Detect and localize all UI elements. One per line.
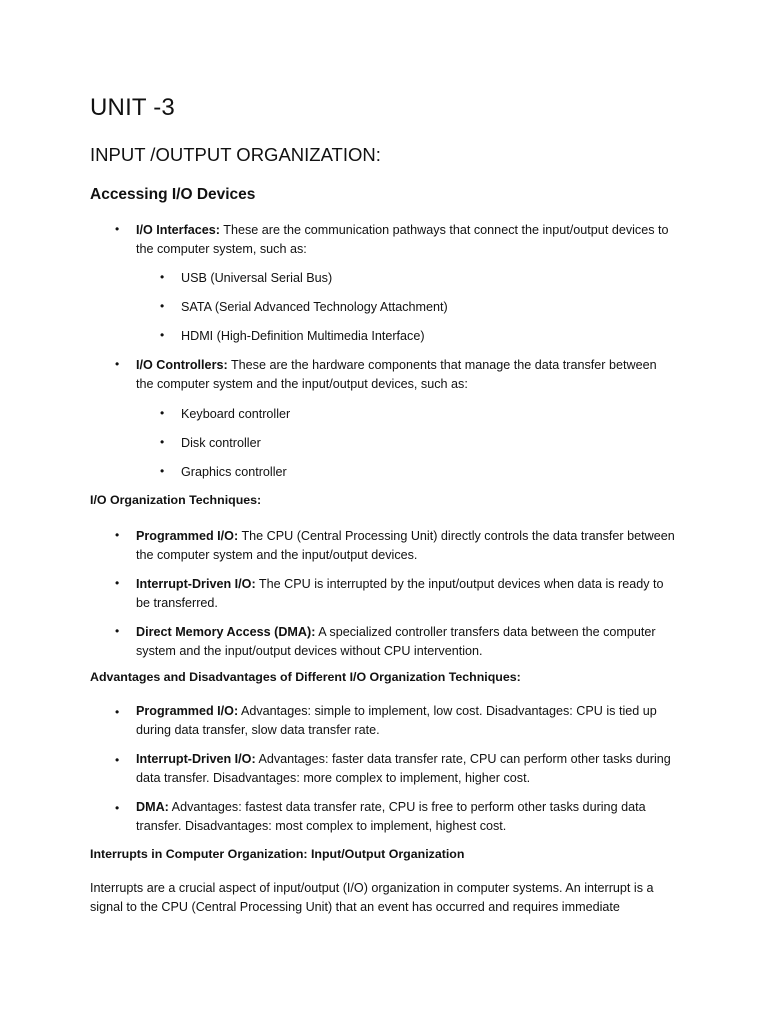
bullet-icon: • [160, 328, 165, 342]
item-label: Interrupt-Driven I/O: [136, 752, 256, 766]
bullet-icon: • [115, 576, 120, 590]
list-item-advantage [136, 798, 656, 836]
bullet-icon: • [160, 299, 165, 313]
item-label: Interrupt-Driven I/O: [136, 577, 256, 591]
paragraph-interrupts: Interrupts are a crucial aspect of input/output (I/O) organization in computer systems. An interrupt is a signal to the CPU (Central Processing Unit) that an event has occurred and requires immediate [90, 881, 654, 914]
section-heading-techniques: I/O Organization Techniques: [90, 493, 262, 507]
list-item-advantage [136, 750, 681, 788]
section-heading-advantages: Advantages and Disadvantages of Different I/O Organization Techniques: [90, 670, 521, 684]
item-label: Programmed I/O: [136, 704, 239, 718]
item-text: Advantages: simple to implement, low cost. Disadvantages: CPU is tied up during data transfer, slow data transfer rate. [136, 704, 657, 737]
bullet-icon: • [115, 705, 120, 719]
list-item-advantage [136, 702, 666, 740]
item-text: The CPU is interrupted by the input/output devices when data is ready to be transferred. [136, 577, 664, 610]
sub-list-item: SATA (Serial Advanced Technology Attachment) [181, 300, 448, 314]
sub-heading: Accessing I/O Devices [90, 186, 256, 203]
sub-list-item: Keyboard controller [181, 407, 291, 421]
bullet-icon: • [115, 357, 120, 371]
sub-list-item: USB (Universal Serial Bus) [181, 271, 333, 285]
sub-list-item: Graphics controller [181, 465, 287, 479]
list-item-technique [136, 527, 681, 565]
list-item-technique [136, 575, 681, 613]
bullet-icon: • [160, 435, 165, 449]
sub-list-item: HDMI (High-Definition Multimedia Interface) [181, 329, 425, 343]
sub-list-item: Disk controller [181, 436, 261, 450]
item-label: DMA: [136, 800, 169, 814]
section-heading-interrupts: Interrupts in Computer Organization: Input/Output Organization [90, 847, 465, 861]
bullet-icon: • [160, 464, 165, 478]
item-label: Programmed I/O: [136, 529, 239, 543]
bullet-icon: • [115, 624, 120, 638]
item-text: A specialized controller transfers data between the computer system and the input/output devices without CPU intervention. [136, 625, 656, 658]
bullet-icon: • [160, 270, 165, 284]
item-text: Advantages: faster data transfer rate, CPU can perform other tasks during data transfer. Disadvantages: more complex to implement, higher cost. [136, 752, 671, 785]
item-text: Advantages: fastest data transfer rate, CPU is free to perform other tasks during data transfer. Disadvantages: most complex to implement, highest cost. [136, 800, 646, 833]
item-label: I/O Interfaces: [136, 223, 220, 237]
main-heading: INPUT /OUTPUT ORGANIZATION: [90, 144, 381, 165]
item-label: I/O Controllers: [136, 358, 228, 372]
item-text: These are the communication pathways that connect the input/output devices to the computer system, such as: [136, 223, 669, 256]
unit-title: UNIT -3 [90, 94, 175, 121]
bullet-icon: • [115, 528, 120, 542]
list-item-technique [136, 623, 666, 661]
bullet-icon: • [115, 801, 120, 815]
item-label: Direct Memory Access (DMA): [136, 625, 316, 639]
bullet-icon: • [115, 753, 120, 767]
list-item-io-controllers [136, 356, 676, 394]
bullet-icon: • [115, 222, 120, 236]
list-item-io-interfaces [136, 221, 676, 259]
item-text: These are the hardware components that manage the data transfer between the computer system and the input/output devices, such as: [136, 358, 657, 391]
item-text: The CPU (Central Processing Unit) directly controls the data transfer between the computer system and the input/output devices. [136, 529, 675, 562]
bullet-icon: • [160, 406, 165, 420]
